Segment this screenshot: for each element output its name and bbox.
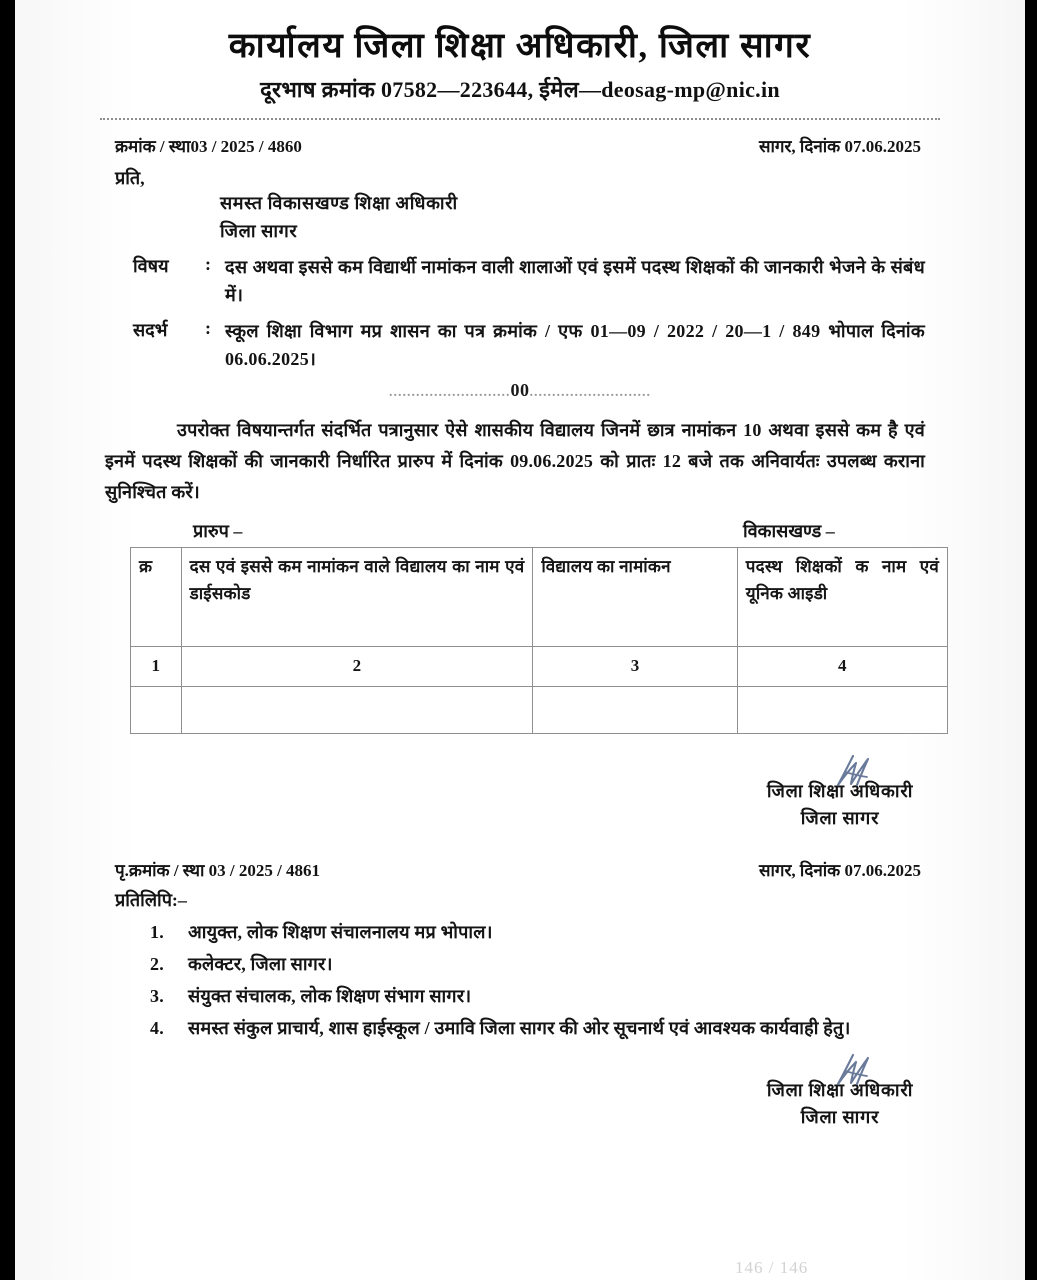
signature-block-primary [705,778,975,832]
table-body [131,647,948,733]
information-format-table [130,547,948,733]
signature-district-2: जिला सागर [800,1107,880,1128]
addressee-line-2: जिला सागर [220,221,298,242]
copy-place-date: सागर, दिनांक 07.06.2025 [759,860,921,880]
separator-dots-right: ........................... [529,384,651,400]
list-item-text: आयुक्त, लोक शिक्षण संचालनालय मप्र भोपाल। [188,921,493,942]
list-marker: 2. [150,953,164,974]
signature-designation-2: जिला शिक्षा अधिकारी [766,1080,914,1101]
document-page [15,0,1025,1280]
page-footer-faint-text: 146 / 146 [735,1258,809,1277]
separator-mark: 00 [510,379,530,400]
body-paragraph: उपरोक्त विषयान्तर्गत संदर्भित पत्रानुसार ऐसे शासकीय विद्यालय जिनमें छात्र नामांकन 10 अथवा इससे कम है एवं इनमें पदस्थ शिक्षकों की जानकारी निर्धारित प्रारुप में दिनांक 09.06.2025 को प्रातः 12 बजे तक अनिवार्यतः उपलब्ध कराना सुनिश्चित करें। [105,419,925,502]
column-number-2: 2 [181,647,533,686]
list-marker: 4. [150,1018,164,1039]
list-item-text: संयुक्त संचालक, लोक शिक्षण संभाग सागर। [188,986,472,1007]
document-sheet [15,0,1025,1280]
copy-to-label: प्रतिलिपि:– [115,889,187,910]
format-label: प्रारुप – [193,521,243,542]
list-item-text: कलेक्टर, जिला सागर। [188,953,333,974]
letter-meta-row [115,134,925,158]
table-header-row [131,548,948,647]
list-marker: 1. [150,921,164,942]
signature-district-1: जिला सागर [800,807,880,828]
blank-cell-4 [737,686,947,733]
table-header-teacher-details: पदस्थ शिक्षकों क नाम एवं यूनिक आइडी [737,548,947,647]
addressee-block [220,190,1025,246]
subject-label: विषय [133,256,169,277]
block-label: विकासखण्ड – [743,521,835,542]
reference-label: सदर्भ [133,319,168,340]
contact-line: दूरभाष क्रमांक 07582—223644, ईमेल—deosag-mp@nic.in [260,77,780,103]
blank-cell-1 [131,686,182,733]
column-number-4: 4 [737,647,947,686]
list-item [150,918,925,947]
subject-text: दस अथवा इससे कम विद्यार्थी नामांकन वाली शालाओं एवं इसमें पदस्थ शिक्षकों की जानकारी भेजने के संबंध में। [225,257,925,305]
table-header-serial: क्र [131,548,182,647]
letterhead [15,0,1025,104]
table-header-school-name: दस एवं इससे कम नामांकन वाले विद्यालय का नाम एवं डाईसकोड [181,548,533,647]
signature-designation-1: जिला शिक्षा अधिकारी [766,780,914,801]
signature-block-secondary [705,1077,975,1131]
office-title: कार्यालय जिला शिक्षा अधिकारी, जिला सागर [228,26,812,65]
table-row [131,647,948,686]
addressee-line-1: समस्त विकासखण्ड शिक्षा अधिकारी [220,193,458,214]
subject-block [115,254,925,310]
reference-text: स्कूल शिक्षा विभाग मप्र शासन का पत्र क्रमांक / एफ 01—09 / 2022 / 20—1 / 849 भोपाल दिनांक 06.06.2025। [225,320,925,369]
table-captions [115,519,925,543]
header-divider [100,118,940,120]
subject-colon: : [205,254,211,275]
column-number-3: 3 [533,647,737,686]
reference-block [115,318,925,374]
table-head [131,548,948,647]
list-item-text: समस्त संकुल प्राचार्य, शास हाईस्कूल / उमावि जिला सागर की ओर सूचनार्थ एवं आवश्यक कार्यवाही हेतु। [188,1018,851,1039]
list-item [150,950,925,979]
table-header-enrollment: विद्यालय का नामांकन [533,548,737,647]
section-separator [15,380,1025,401]
copy-recipient-list [150,918,925,1044]
letter-reference-number: क्रमांक / स्था03 / 2025 / 4860 [115,137,302,157]
copy-meta-row [115,858,925,882]
blank-cell-2 [181,686,533,733]
blank-cell-3 [533,686,737,733]
to-label: प्रति, [115,168,145,189]
list-item [150,982,925,1011]
list-item [150,1014,925,1043]
separator-dots-left: ........................... [389,384,511,400]
table-row [131,686,948,733]
copy-reference-number: पृ.क्रमांक / स्था 03 / 2025 / 4861 [115,860,321,880]
list-marker: 3. [150,986,164,1007]
column-number-1: 1 [131,647,182,686]
letter-place-date: सागर, दिनांक 07.06.2025 [759,137,921,157]
reference-colon: : [205,317,211,338]
